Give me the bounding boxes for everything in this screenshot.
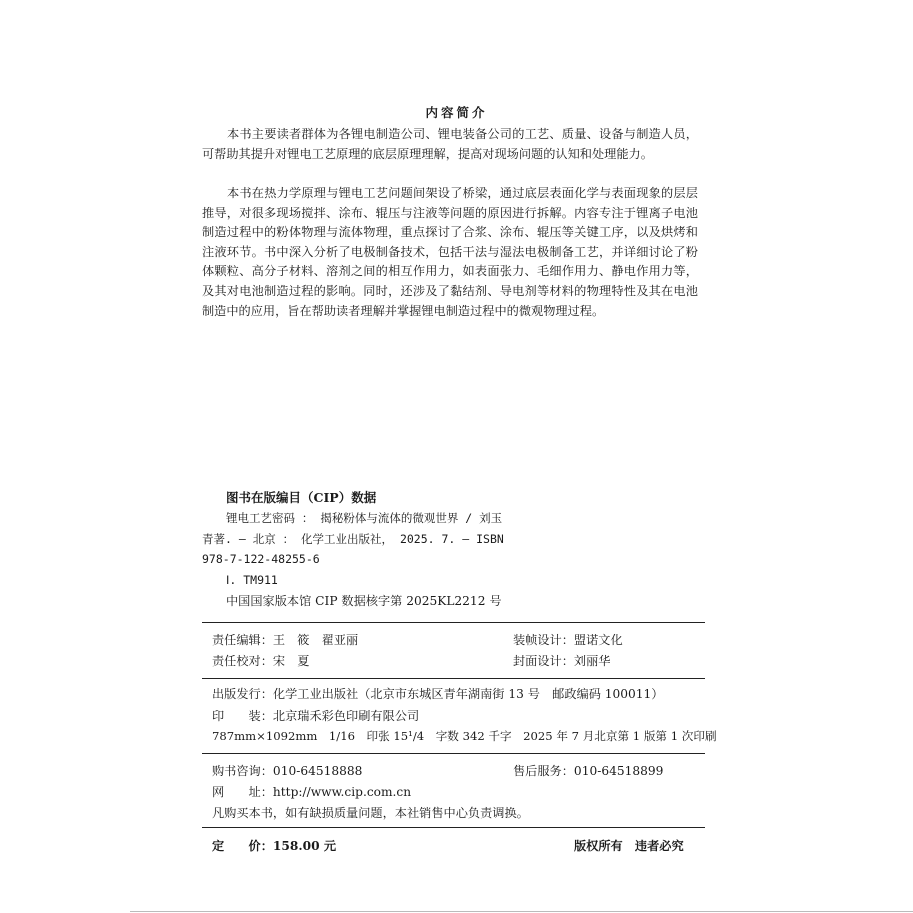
intro-paragraph-2: 本书在热力学原理与锂电工艺问题间架设了桥梁，通过底层表面化学与表面现象的层层推导，对很多现场搅拌、涂布、辊压与注液等问题的原因进行拆解。内容专注于锂离子电池制造过程中的粉体物理与流体物理，重点探讨了合浆、涂布、辊压等关键工序，以及烘烤和注液环节。书中深入分析了电极制备技术，包括干法与湿法电极制备工艺，并详细讨论了粉体颗粒、高分子材料、溶剂之间的相互作用力，如表面张力、毛细作用力、静电作用力等，及其对电池制造过程的影响。同时，还涉及了黏结剂、导电剂等材料的物理特性及其在电池制造中的应用，旨在帮助读者理解并掌握锂电制造过程中的微观物理过程。	[202, 186, 698, 318]
divider	[202, 678, 705, 679]
intro-paragraph-1: 本书主要读者群体为各锂电制造公司、锂电装备公司的工艺、质量、设备与制造人员，可帮助其提升对锂电工艺原理的底层原理理解，提高对现场问题的认知和处理能力。	[202, 127, 698, 161]
divider	[202, 753, 705, 754]
cip-title: 图书在版编目（CIP）数据	[226, 490, 377, 505]
specs-line: 787mm×1092mm 1/16 印张 15¹/4 字数 342 千字 2025 年 7 月北京第 1 版第 1 次印刷	[212, 729, 717, 743]
website-line: 网 址：http://www.cip.com.cn	[212, 785, 412, 799]
purchase-consult: 购书咨询：010-64518888	[212, 764, 363, 778]
publisher-line: 出版发行：化学工业出版社（北京市东城区青年湖南街 13 号 邮政编码 100011）	[212, 687, 664, 701]
cip-line-5: 中国国家版本馆 CIP 数据核字第 2025KL2212 号	[226, 594, 502, 608]
price-line: 定 价：158.00 元	[212, 839, 337, 853]
cover-design: 封面设计：刘丽华	[513, 654, 611, 668]
page-edge	[130, 911, 913, 912]
copyright-line: 版权所有 违者必究	[574, 839, 684, 853]
responsible-editor: 责任编辑：王 筱 翟亚丽	[212, 633, 359, 647]
printer-line: 印 装：北京瑞禾彩色印刷有限公司	[212, 709, 420, 723]
cip-line-1: 锂电工艺密码 ： 揭秘粉体与流体的微观世界 / 刘玉	[226, 511, 503, 525]
divider	[202, 827, 705, 828]
notice-line: 凡购买本书，如有缺损质量问题，本社销售中心负责调换。	[212, 806, 529, 820]
cip-line-2: 青著. — 北京 ： 化学工业出版社， 2025. 7. — ISBN	[202, 532, 504, 546]
after-sales-service: 售后服务：010-64518899	[513, 764, 664, 778]
intro-title: 内容简介	[425, 105, 488, 120]
divider	[202, 622, 705, 623]
responsible-proofreader: 责任校对：宋 夏	[212, 654, 310, 668]
cip-line-3: 978-7-122-48255-6	[202, 552, 320, 566]
cip-line-4: Ⅰ. TM911	[226, 573, 278, 587]
binding-design: 装帧设计：盟诺文化	[513, 633, 623, 647]
